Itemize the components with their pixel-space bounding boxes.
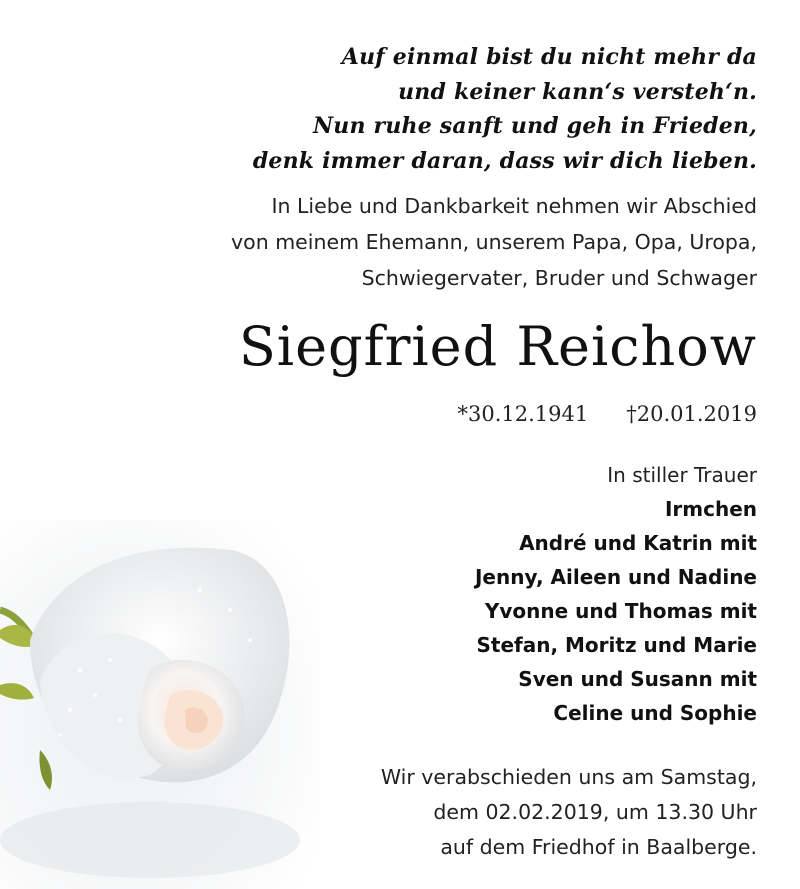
service-info: [381, 760, 757, 865]
poem-line: und keiner kann‘s versteh‘n.: [398, 78, 757, 105]
poem-line: Nun ruhe sanft und geh in Frieden,: [312, 113, 757, 139]
mourner-name: Jenny, Aileen und Nadine: [474, 565, 757, 589]
mourner-name: Sven und Susann mit: [518, 667, 757, 691]
poem-line: denk immer daran, dass wir dich lieben.: [252, 147, 757, 174]
intro-line: In Liebe und Dankbarkeit nehmen wir Abschied: [271, 194, 757, 218]
mourners-names: [475, 492, 757, 730]
mourners-block: [475, 458, 757, 730]
intro-text: [231, 188, 757, 296]
mourner-name: Celine und Sophie: [553, 701, 757, 725]
intro-line: Schwiegervater, Bruder und Schwager: [361, 266, 757, 290]
white-rose-icon: [0, 520, 320, 889]
intro-line: von meinem Ehemann, unserem Papa, Opa, Uropa,: [231, 230, 757, 254]
poem: [253, 40, 757, 178]
poem-line: Auf einmal bist du nicht mehr da: [341, 44, 757, 70]
birth-date: *30.12.1941: [457, 402, 589, 426]
deceased-name: Siegfried Reichow: [238, 315, 757, 378]
mourner-name: André und Katrin mit: [519, 531, 757, 555]
mourner-name: Yvonne und Thomas mit: [484, 599, 757, 623]
mourners-heading: In stiller Trauer: [607, 463, 757, 487]
death-date: †20.01.2019: [626, 402, 757, 426]
life-dates: [458, 396, 758, 432]
mourner-name: Irmchen: [664, 497, 757, 521]
service-line: dem 02.02.2019, um 13.30 Uhr: [433, 800, 757, 824]
service-line: auf dem Friedhof in Baalberge.: [440, 835, 757, 859]
mourner-name: Stefan, Moritz und Marie: [476, 633, 757, 657]
service-line: Wir verabschieden uns am Samstag,: [380, 765, 757, 789]
